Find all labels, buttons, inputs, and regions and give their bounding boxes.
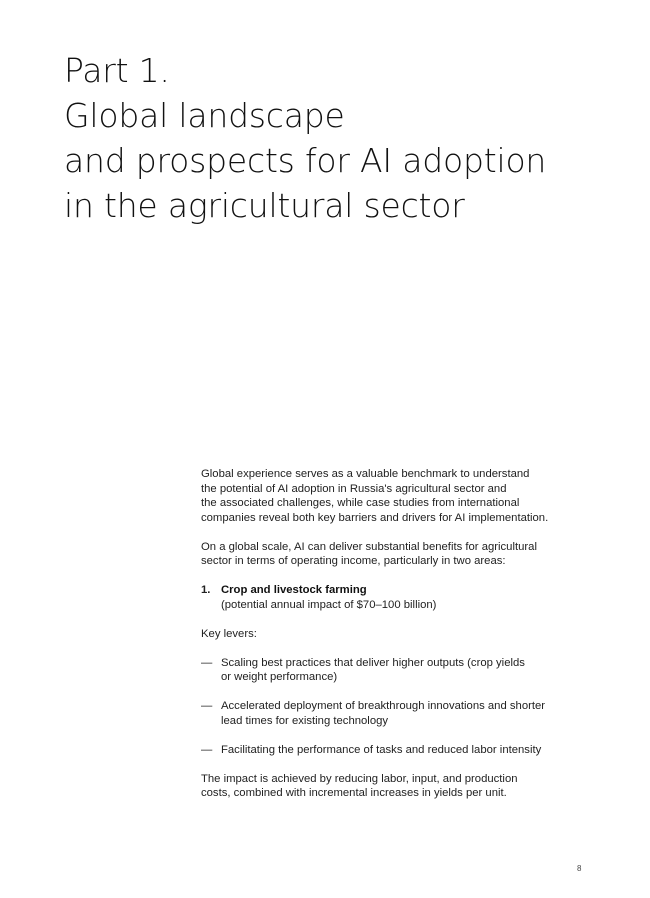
- intro-line: the associated challenges, while case studies from international: [201, 497, 520, 509]
- title-line: Global landscape: [64, 96, 345, 135]
- body-text: [201, 467, 591, 815]
- title-line: in the agricultural sector: [64, 186, 465, 225]
- scale-line: On a global scale, AI can deliver substantial benefits for agricultural: [201, 540, 537, 553]
- lever-line: Accelerated deployment of breakthrough innovations and shorter: [221, 700, 546, 712]
- intro-paragraph: [201, 467, 591, 525]
- conclusion-line: costs, combined with incremental increases in yields per unit.: [201, 787, 507, 799]
- lever-item: [201, 656, 591, 685]
- title-line: and prospects for AI adoption: [64, 141, 547, 180]
- item-detail: (potential annual impact of $70–100 billion): [221, 598, 437, 611]
- intro-line: companies reveal both key barriers and drivers for AI implementation.: [201, 511, 549, 524]
- item-heading: Crop and livestock farming: [221, 584, 367, 596]
- dash-bullet: —: [201, 743, 213, 756]
- page-number: 8: [577, 864, 582, 873]
- levers-label: Key levers:: [201, 627, 257, 640]
- lever-item: [201, 743, 591, 758]
- conclusion-paragraph: [201, 772, 591, 801]
- conclusion-line: The impact is achieved by reducing labor, input, and production: [201, 772, 518, 785]
- dash-bullet: —: [201, 700, 213, 712]
- intro-line: the potential of AI adoption in Russia's agricultural sector and: [201, 482, 507, 495]
- lever-line: lead times for existing technology: [221, 714, 389, 727]
- page-title: [64, 48, 604, 228]
- lever-line: or weight performance): [221, 671, 338, 683]
- dash-bullet: —: [201, 656, 213, 669]
- title-line: Part 1.: [64, 51, 170, 90]
- lever-line: Scaling best practices that deliver higher outputs (crop yields: [221, 656, 525, 669]
- lever-item: [201, 699, 591, 728]
- numbered-item: [201, 583, 591, 612]
- intro-line: Global experience serves as a valuable benchmark to understand: [201, 468, 530, 480]
- lever-line: Facilitating the performance of tasks and reduced labor intensity: [221, 743, 542, 756]
- scale-paragraph: [201, 540, 591, 569]
- scale-line: sector in terms of operating income, particularly in two areas:: [201, 555, 506, 567]
- item-number: 1.: [201, 584, 211, 596]
